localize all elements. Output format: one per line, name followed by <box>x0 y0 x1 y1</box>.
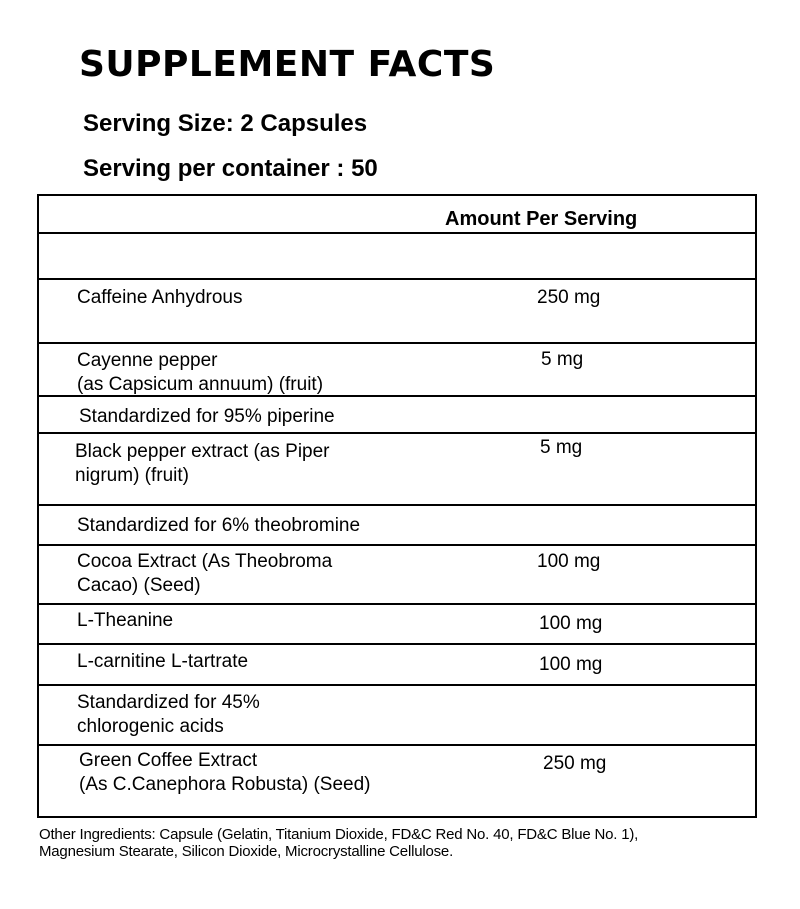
ingredient-name-line2: (As C.Canephora Robusta) (Seed) <box>79 774 371 795</box>
ingredient-name-line2: nigrum) (fruit) <box>75 465 190 486</box>
serving-size: Serving Size: 2 Capsules <box>83 110 368 137</box>
table-divider <box>39 603 755 605</box>
ingredient-amount: 5 mg <box>540 437 583 458</box>
ingredient-name: Green Coffee Extract <box>79 750 258 771</box>
ingredient-name: L-Theanine <box>77 610 174 631</box>
ingredient-amount: 100 mg <box>537 551 601 572</box>
ingredient-amount: 5 mg <box>541 349 584 370</box>
table-divider <box>39 278 755 280</box>
ingredient-name-line2: Cacao) (Seed) <box>77 575 201 596</box>
table-divider <box>39 342 755 344</box>
supplement-facts-table <box>37 194 757 818</box>
other-ingredients-line1: Other Ingredients: Capsule (Gelatin, Titanium Dioxide, FD&C Red No. 40, FD&C Blue No. 1), <box>39 826 639 843</box>
other-ingredients <box>39 826 779 860</box>
ingredient-name-line2: (as Capsicum annuum) (fruit) <box>77 374 324 395</box>
ingredient-name: Cocoa Extract (As Theobroma <box>77 551 333 572</box>
ingredient-amount: 100 mg <box>539 613 603 634</box>
ingredient-amount: 100 mg <box>539 654 603 675</box>
ingredient-amount: 250 mg <box>543 753 607 774</box>
ingredient-name-line2: chlorogenic acids <box>77 716 224 737</box>
table-divider <box>39 432 755 434</box>
page-title: SUPPLEMENT FACTS <box>79 44 496 85</box>
table-divider <box>39 643 755 645</box>
table-divider <box>39 744 755 746</box>
table-divider <box>39 504 755 506</box>
ingredient-name: Standardized for 45% <box>77 692 260 713</box>
ingredient-amount: 250 mg <box>537 287 601 308</box>
ingredient-name: Standardized for 6% theobromine <box>77 515 361 536</box>
table-divider <box>39 232 755 234</box>
ingredient-name: Caffeine Anhydrous <box>77 287 243 308</box>
servings-per-container: Serving per container : 50 <box>83 155 378 182</box>
ingredient-name: Black pepper extract (as Piper <box>75 441 330 462</box>
table-divider <box>39 684 755 686</box>
ingredient-name: L-carnitine L-tartrate <box>77 651 249 672</box>
other-ingredients-line2: Magnesium Stearate, Silicon Dioxide, Microcrystalline Cellulose. <box>39 843 454 860</box>
ingredient-name: Cayenne pepper <box>77 350 218 371</box>
amount-per-serving-header: Amount Per Serving <box>445 208 638 230</box>
ingredient-name: Standardized for 95% piperine <box>79 406 335 427</box>
table-divider <box>39 544 755 546</box>
